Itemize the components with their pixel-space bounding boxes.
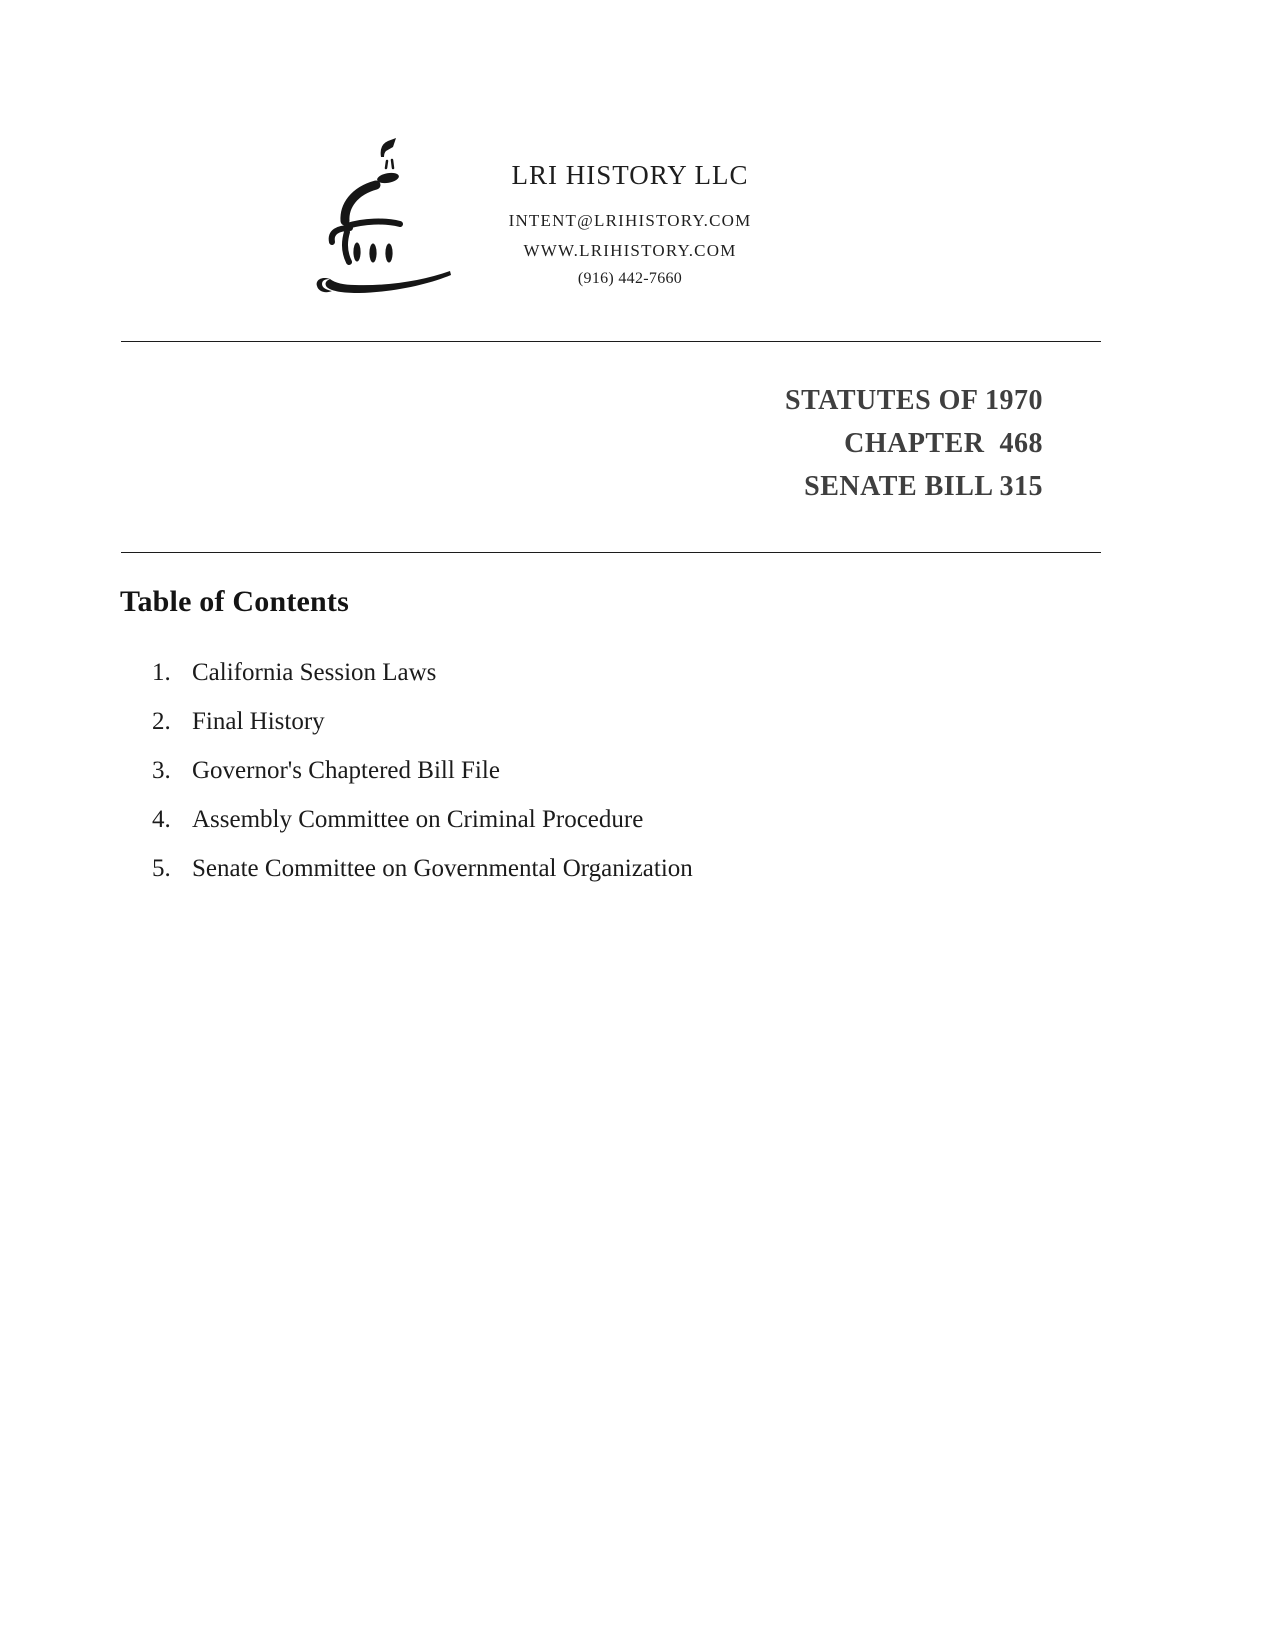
divider-bottom	[121, 552, 1101, 553]
toc-item	[152, 648, 693, 697]
toc-list	[152, 648, 693, 893]
toc-heading: Table of Contents	[120, 585, 349, 618]
divider-top	[121, 341, 1101, 342]
item-number: 3.	[152, 756, 171, 784]
toc-item	[152, 844, 693, 893]
item-label: Final History	[192, 707, 325, 735]
toc-item	[152, 746, 693, 795]
item-label: Senate Committee on Governmental Organization	[192, 854, 693, 882]
item-number: 5.	[152, 854, 171, 882]
toc-item	[152, 795, 693, 844]
email-address: INTENT@LRIHISTORY.COM	[508, 211, 752, 230]
item-number: 1.	[152, 658, 171, 686]
phone-number: (916) 442-7660	[577, 270, 683, 287]
toc-item	[152, 697, 693, 746]
reference-line: STATUTES OF 1970	[785, 385, 1043, 416]
item-number: 4.	[152, 805, 171, 833]
letterhead	[418, 162, 842, 287]
bill-reference	[785, 379, 1043, 508]
item-number: 2.	[152, 707, 171, 735]
reference-line: CHAPTER 468	[844, 428, 1043, 459]
reference-line: SENATE BILL 315	[804, 471, 1043, 502]
item-label: Governor's Chaptered Bill File	[192, 756, 500, 784]
item-label: Assembly Committee on Criminal Procedure	[192, 805, 644, 833]
company-name: LRI HISTORY LLC	[511, 160, 749, 190]
website-url: WWW.LRIHISTORY.COM	[523, 241, 737, 260]
item-label: California Session Laws	[192, 658, 437, 686]
